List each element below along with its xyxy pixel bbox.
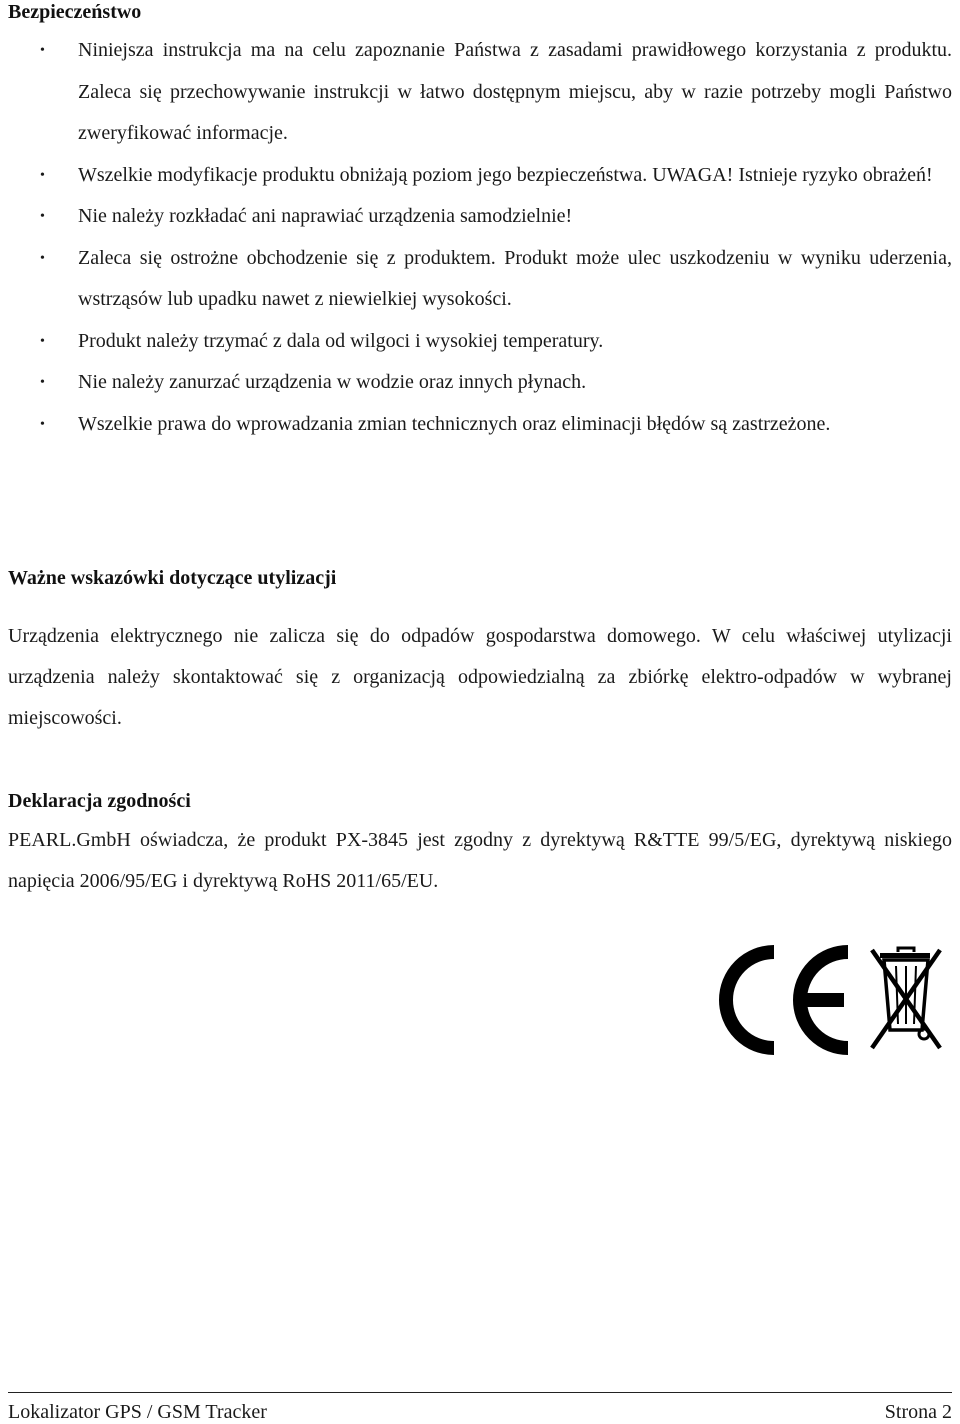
bullet-icon: • bbox=[40, 333, 45, 349]
page-number: Strona 2 bbox=[884, 1401, 952, 1423]
disposal-heading: Ważne wskazówki dotyczące utylizacji bbox=[8, 567, 337, 589]
bullet-icon: • bbox=[40, 416, 45, 432]
list-item bbox=[0, 196, 960, 238]
declaration-heading: Deklaracja zgodności bbox=[8, 790, 191, 812]
list-item bbox=[0, 238, 960, 321]
bullet-icon: • bbox=[40, 167, 45, 183]
list-item-text: Zaleca się ostrożne obchodzenie się z produktem. Produkt może ulec uszkodzeniu w wyniku uderzenia, wstrząsów lub upadku nawet z niewielkiej wysokości. bbox=[78, 246, 952, 310]
list-item-text: Nie należy rozkładać ani naprawiać urządzenia samodzielnie! bbox=[78, 205, 573, 227]
page-footer bbox=[8, 1400, 952, 1424]
bullet-icon: • bbox=[40, 209, 45, 224]
footer-divider bbox=[8, 1392, 952, 1393]
declaration-paragraph: PEARL.GmbH oświadcza, że produkt PX-3845 jest zgodny z dyrektywą R&TTE 99/5/EG, dyrektywą niskiego napięcia 2006/95/EG i dyrektywą RoHS 2011/65/EU. bbox=[8, 829, 952, 892]
bullet-icon: • bbox=[40, 375, 45, 390]
safety-list bbox=[0, 30, 960, 445]
list-item bbox=[0, 362, 960, 404]
safety-heading: Bezpieczeństwo bbox=[8, 1, 142, 23]
list-item bbox=[0, 155, 960, 197]
crossed-out-wheelie-bin-icon bbox=[872, 948, 940, 1048]
list-item-text: Nie należy zanurzać urządzenia w wodzie oraz innych płynach. bbox=[78, 371, 587, 393]
footer-title: Lokalizator GPS / GSM Tracker bbox=[8, 1401, 267, 1423]
list-item-text: Niniejsza instrukcja ma na celu zapoznanie Państwa z zasadami prawidłowego korzystania z produktu. Zaleca się przechowywanie instrukcji w łatwo dostępnym miejscu, aby w razie potrzeby mogli Państwo zweryfikować informacje. bbox=[78, 39, 952, 144]
bullet-icon: • bbox=[40, 250, 45, 266]
disposal-paragraph: Urządzenia elektrycznego nie zalicza się do odpadów gospodarstwa domowego. W celu właściwej utylizacji urządzenia należy skontaktować się z organizacją odpowiedzialną za zbiórkę elektro-odpadów w wybranej miejscowości. bbox=[8, 625, 952, 729]
list-item-text: Produkt należy trzymać z dala od wilgoci i wysokiej temperatury. bbox=[78, 329, 604, 352]
certification-logos bbox=[712, 940, 942, 1060]
ce-mark-icon bbox=[726, 952, 848, 1048]
list-item-text: Wszelkie prawa do wprowadzania zmian technicznych oraz eliminacji błędów są zastrzeżone. bbox=[78, 412, 831, 435]
list-item bbox=[0, 321, 960, 363]
list-item-text: Wszelkie modyfikacje produktu obniżają poziom jego bezpieczeństwa. UWAGA! Istnieje ryzyko obrażeń! bbox=[78, 163, 933, 186]
bullet-icon: • bbox=[40, 43, 45, 58]
list-item bbox=[0, 404, 960, 446]
list-item bbox=[0, 30, 960, 155]
